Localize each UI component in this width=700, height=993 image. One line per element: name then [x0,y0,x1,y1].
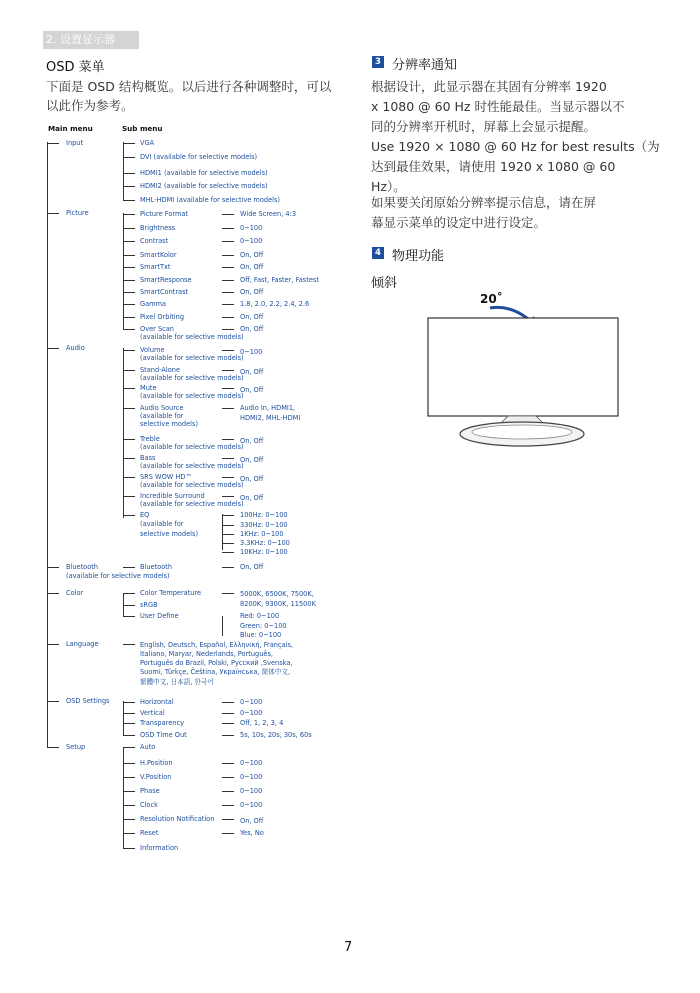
tree-line [222,616,223,636]
tree-text-51: On, Off [240,494,264,502]
tree-text-32: Mute [140,384,157,392]
tree-text-66: Green: 0~100 [240,622,287,630]
tree-line [123,241,135,242]
tree-text-8: 0~100 [240,224,263,232]
tree-text-62: User Define [140,612,179,620]
tree-text-54: selective models) [140,530,199,538]
tree-text-85: 0~100 [240,773,263,781]
tree-line [123,350,135,351]
tree-line [222,567,234,568]
tree-text-75: Vertical [140,709,165,717]
tree-line [222,267,234,268]
tree-line [47,143,59,144]
tree-text-1: DVI (available for selective models) [140,153,258,161]
tree-text-16: Off, Fast, Faster, Fastest [240,276,319,284]
tree-text-53: (available for [140,520,184,528]
tree-text-47: (available for selective models) [140,481,244,489]
section-number-4: 4 [372,247,384,259]
tree-text-58: 3.3KHz: 0~100 [240,539,290,547]
tree-line [222,763,234,764]
tree-line [123,805,135,806]
tree-line [222,388,234,389]
tree-line [47,213,59,214]
tree-text-48: On, Off [240,475,264,483]
tree-text-19: Gamma [140,300,167,308]
tree-line [222,408,234,409]
tree-text-68: English, Deutsch, Español, Ελληνική, Français, [140,641,293,649]
tree-text-34: On, Off [240,386,264,394]
tree-text-20: 1.8, 2.0, 2.2, 2.4, 2.6 [240,300,310,308]
tree-line [222,713,234,714]
tree-line [123,292,135,293]
tree-text-2: HDMI1 (available for selective models) [140,169,268,177]
tree-text-64: 8200K, 9300K, 11500K [240,600,316,608]
tree-line [222,833,234,834]
tree-line [222,805,234,806]
tree-line [123,228,135,229]
tree-line [222,723,234,724]
tree-line [123,735,135,736]
tree-line [123,408,135,409]
tree-text-90: Resolution Notification [140,815,215,823]
tree-line [123,496,135,497]
tree-text-92: Reset [140,829,159,837]
tree-line [222,255,234,256]
tree-line [222,552,234,553]
main-item-1: Picture [66,209,89,217]
tree-line [123,848,135,849]
tree-text-39: HDMI2, MHL-HDMI [240,414,301,422]
tree-text-73: Horizontal [140,698,174,706]
tree-text-40: Treble [140,435,160,443]
tree-text-45: On, Off [240,456,264,464]
tree-text-10: 0~100 [240,237,263,245]
tree-text-78: Off, 1, 2, 3, 4 [240,719,284,727]
tree-line [123,143,135,144]
tree-text-33: (available for selective models) [140,392,244,400]
tree-line [222,370,234,371]
tree-line [222,439,234,440]
tree-line [123,833,135,834]
tilt-angle-up: 20˚ [480,292,503,306]
page-number: 7 [344,940,353,955]
tree-line [123,186,135,187]
tree-text-35: Audio Source [140,404,184,412]
tree-line [123,348,124,518]
tree-line [47,701,59,702]
tree-text-21: Pixel Orbiting [140,313,185,321]
tree-line [123,157,135,158]
tree-text-29: Stand-Alone [140,366,181,374]
tree-text-28: 0~100 [240,348,263,356]
tree-line [123,388,135,389]
tree-line [123,304,135,305]
tree-text-72: 繁體中文, 日本語, 한국어 [140,678,214,686]
tree-text-80: 5s, 10s, 20s, 30s, 60s [240,731,312,739]
tree-line [222,543,234,544]
tree-text-13: SmartTxt [140,263,171,271]
tree-line [222,819,234,820]
tree-text-55: 100Hz: 0~100 [240,511,288,519]
tree-line [47,348,59,349]
tree-text-46: SRS WOW HD™ [140,473,193,481]
tree-line [123,370,135,371]
tree-text-69: Italiano, Maryar, Nederlands, Português, [140,650,273,658]
main-item-2: Audio [66,344,85,352]
tree-text-22: On, Off [240,313,264,321]
tree-text-93: Yes, No [240,829,264,837]
tree-text-11: SmartKolor [140,251,177,259]
tree-line [123,605,135,606]
tree-line [123,567,135,568]
tree-text-94: Information [140,844,179,852]
tree-text-31: On, Off [240,368,264,376]
tree-line [222,777,234,778]
tree-line [123,791,135,792]
tree-line [222,791,234,792]
tree-text-23: Over Scan [140,325,174,333]
tree-line [222,477,234,478]
resolution-title: 分辨率通知 [392,58,458,73]
tree-text-3: HDMI2 (available for selective models) [140,182,268,190]
sub-menu-header: Sub menu [122,124,163,133]
tree-text-25: (available for selective models) [140,333,244,341]
tree-line [123,329,135,330]
tree-line [222,702,234,703]
tree-line [222,735,234,736]
resolution-para-2: 如果要关闭原始分辨率提示信息，请在屏 幕显示菜单的设定中进行设定。 [371,195,597,230]
tree-line [123,723,135,724]
tree-text-9: Contrast [140,237,169,245]
section-tab: 2. 设置显示器 [43,31,139,49]
tree-line [222,317,234,318]
tree-line [123,644,135,645]
tree-line [123,819,135,820]
tree-line [123,593,135,594]
tree-text-57: 1KHz: 0~100 [240,530,284,538]
tree-text-67: Blue: 0~100 [240,631,282,639]
main-item-8: Setup [66,743,86,751]
resolution-para-1: 根据设计，此显示器在其固有分辨率 1920 x 1080 @ 60 Hz 时性能最佳。当显示器以不 同的分辨率开机时，屏幕上会显示提醒。 Use 1920 × 1080 @ 60 Hz for best results（为 达到最佳效果，请使用 1920 x 1080 @ 60 Hz）。 [371,79,660,194]
tree-text-59: 10KHz: 0~100 [240,548,288,556]
tree-text-71: Suomi, Türkçe, Čeština, Українська, 简体中文, [140,668,291,676]
tree-line [123,701,124,735]
tree-text-44: (available for selective models) [140,462,244,470]
tree-text-50: (available for selective models) [140,500,244,508]
main-menu-header: Main menu [48,124,93,133]
tree-text-30: (available for selective models) [140,374,244,382]
tree-line [123,515,135,516]
tree-line [123,317,135,318]
tree-text-81: Auto [140,743,156,751]
bluetooth-sub: Bluetooth [140,563,173,571]
tree-line [222,280,234,281]
tree-line [222,525,234,526]
main-item-0: Input [66,139,84,147]
tree-text-15: SmartResponse [140,276,192,284]
bluetooth-val: On, Off [240,563,264,571]
tree-text-38: Audio In, HDMI1, [240,404,296,412]
tree-text-88: Clock [140,801,158,809]
tree-text-84: V.Position [140,773,172,781]
tree-text-79: OSD Time Out [140,731,187,739]
tree-line [123,477,135,478]
tree-line [123,267,135,268]
tree-text-82: H.Position [140,759,173,767]
tree-text-74: 0~100 [240,698,263,706]
main-item-7: OSD Settings [66,697,110,705]
tree-line [123,439,135,440]
section-number-3: 3 [372,56,384,68]
tree-line [222,458,234,459]
main-item-6: Language [66,640,99,648]
tree-line [222,329,234,330]
tree-text-14: On, Off [240,263,264,271]
tree-line [222,214,234,215]
tree-text-5: Picture Format [140,210,189,218]
tree-line [222,228,234,229]
tree-text-61: sRGB [140,601,158,609]
tree-text-65: Red: 0~100 [240,612,280,620]
tree-line [47,644,59,645]
tree-line [222,534,234,535]
tree-text-12: On, Off [240,251,264,259]
tree-text-56: 330Hz: 0~100 [240,521,288,529]
tree-text-7: Brightness [140,224,176,232]
tree-text-60: Color Temperature [140,589,202,597]
tree-line [222,515,234,516]
tree-line [222,350,234,351]
tree-line [123,763,135,764]
bluetooth-note: (available for selective models) [66,572,170,580]
tree-line [123,214,135,215]
tree-text-70: Português do Brazil, Polski, Русский ,Svenska, [140,659,293,667]
tree-line [222,514,223,550]
physical-title: 物理功能 [392,249,445,264]
tree-line [222,593,234,594]
tree-line [222,292,234,293]
tree-line [47,142,48,748]
tree-line [123,255,135,256]
tree-text-37: selective models) [140,420,199,428]
tree-text-6: Wide Screen, 4:3 [240,210,297,218]
tree-text-42: On, Off [240,437,264,445]
tree-line [123,702,135,703]
tree-text-89: 0~100 [240,801,263,809]
tree-line [123,173,135,174]
monitor-illustration [424,296,624,454]
tree-text-4: MHL-HDMI (available for selective models) [140,196,280,204]
tree-text-41: (available for selective models) [140,443,244,451]
tree-text-36: (available for [140,412,184,420]
tree-text-77: Transparency [140,719,184,727]
tree-text-91: On, Off [240,817,264,825]
osd-menu-title: OSD 菜单 [46,60,105,75]
tilt-title: 倾斜 [371,276,398,291]
tree-text-83: 0~100 [240,759,263,767]
tree-line [123,747,135,748]
tree-text-17: SmartContrast [140,288,189,296]
tree-text-52: EQ [140,511,150,519]
tree-line [47,747,59,748]
tree-line [123,616,135,617]
tree-text-87: 0~100 [240,787,263,795]
tree-text-63: 5000K, 6500K, 7500K, [240,590,314,598]
tree-line [123,777,135,778]
tree-line [222,241,234,242]
tree-text-43: Bass [140,454,156,462]
main-item-5: Color [66,589,84,597]
tree-line [222,496,234,497]
tree-line [222,304,234,305]
tree-line [123,142,124,200]
tree-line [123,200,135,201]
tree-line [123,458,135,459]
tree-line [123,213,124,329]
tree-text-18: On, Off [240,288,264,296]
tree-text-0: VGA [140,139,155,147]
tree-text-86: Phase [140,787,160,795]
osd-intro: 下面是 OSD 结构概览。以后进行各种调整时，可以以此作为参考。 [46,79,332,113]
tree-text-24: On, Off [240,325,264,333]
tree-line [123,280,135,281]
tree-text-27: (available for selective models) [140,354,244,362]
tree-line [47,567,59,568]
tree-text-76: 0~100 [240,709,263,717]
tree-text-49: Incredible Surround [140,492,205,500]
monitor-screen [428,318,618,416]
tree-text-26: Volume [140,346,165,354]
main-item-3: Bluetooth [66,563,99,571]
tree-line [123,713,135,714]
tree-line [47,593,59,594]
